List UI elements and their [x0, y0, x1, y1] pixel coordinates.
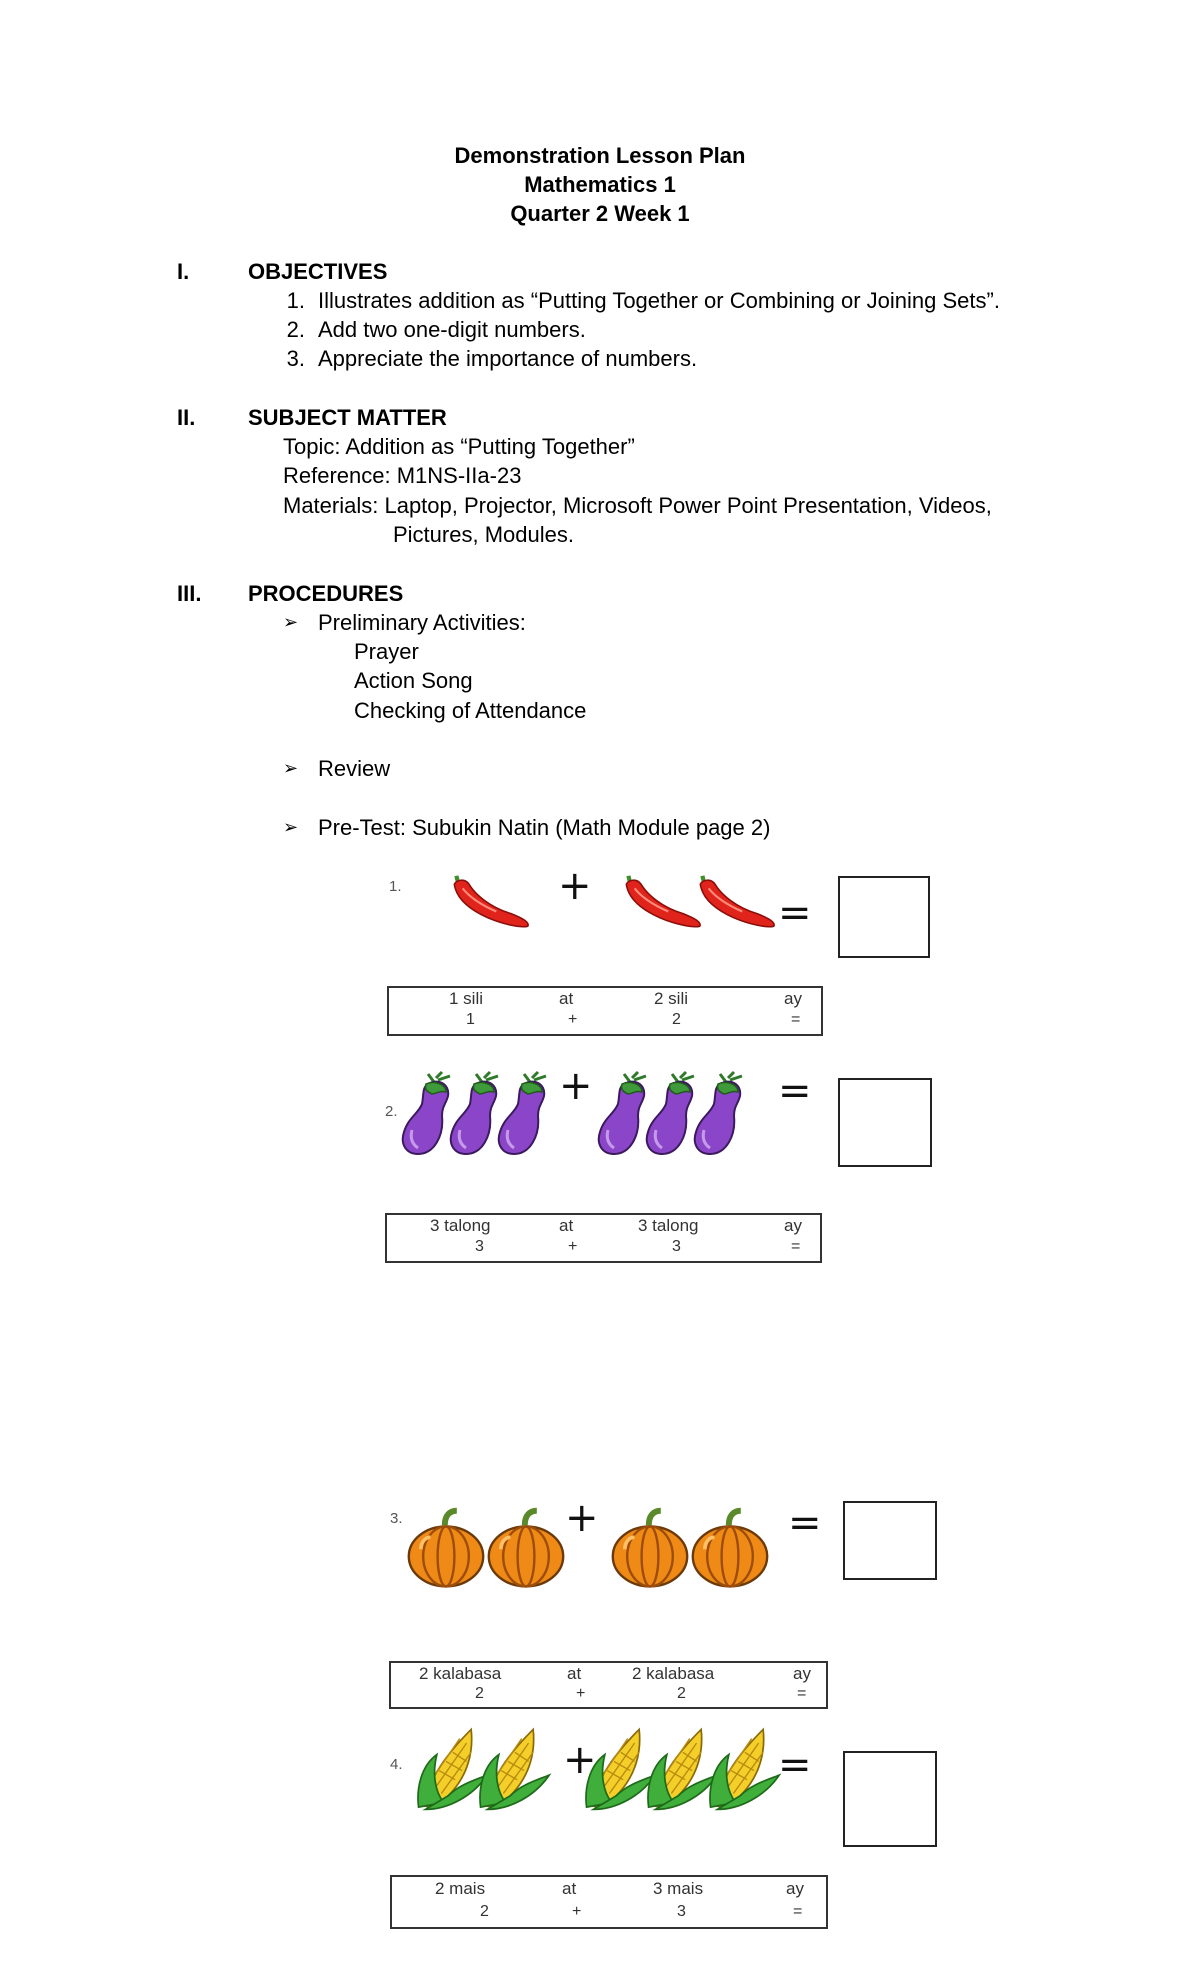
label-a: 3 talong [430, 1216, 491, 1235]
plus-sign: + [559, 1063, 593, 1109]
section-heading-subject-matter: SUBJECT MATTER [248, 405, 447, 430]
equation-table [387, 986, 823, 1036]
word-ay: ay [784, 1216, 802, 1235]
objective-number: 1. [286, 288, 305, 313]
equals-cell: = [793, 1903, 803, 1920]
number-a: 1 [466, 1011, 475, 1028]
eggplant-icon [494, 1068, 554, 1162]
section-numeral-procedures: III. [177, 581, 202, 606]
equals-sign: = [788, 1500, 822, 1546]
number-b: 3 [677, 1903, 686, 1920]
pumpkin-icon [484, 1506, 568, 1590]
plus-sign: + [565, 1495, 599, 1541]
exercise-1-figures [448, 863, 808, 940]
equals-sign: = [778, 890, 812, 936]
objective-text: Appreciate the importance of numbers. [318, 346, 698, 371]
plus-sign: + [563, 1737, 597, 1783]
equals-cell: = [797, 1685, 807, 1702]
topic-line: Topic: Addition as “Putting Together” [283, 434, 635, 459]
number-b: 2 [672, 1011, 681, 1028]
label-b: 2 kalabasa [632, 1664, 715, 1683]
chili-icon [620, 868, 704, 934]
equals-cell: = [791, 1011, 801, 1028]
plus-sign: + [558, 863, 592, 909]
word-ay: ay [786, 1879, 804, 1898]
document-period: Quarter 2 Week 1 [510, 201, 690, 226]
reference-line: Reference: M1NS-IIa-23 [283, 463, 522, 488]
answer-box[interactable] [838, 876, 930, 958]
label-a: 2 kalabasa [419, 1664, 502, 1683]
equation-table [389, 1661, 828, 1709]
document-title: Demonstration Lesson Plan [454, 143, 746, 168]
pumpkin-icon [404, 1506, 488, 1590]
materials-line: Materials: Laptop, Projector, Microsoft Power Point Presentation, Videos, [283, 493, 992, 518]
pumpkin-icon [608, 1506, 692, 1590]
number-a: 3 [475, 1238, 484, 1255]
operator: + [572, 1903, 582, 1920]
answer-box[interactable] [838, 1078, 932, 1167]
equation-table [390, 1875, 828, 1929]
word-at: at [567, 1664, 582, 1683]
operator: + [568, 1238, 578, 1255]
pretest-item: Pre-Test: Subukin Natin (Math Module page 2) [318, 815, 771, 840]
number-a: 2 [480, 1903, 489, 1920]
exercise-4-figures [414, 1716, 798, 1812]
preliminary-activities: Preliminary Activities: [318, 610, 526, 635]
equals-sign: = [778, 1742, 812, 1788]
number-a: 2 [475, 1685, 484, 1702]
equals-sign: = [778, 1068, 812, 1114]
label-a: 1 sili [449, 989, 484, 1008]
activity-item: Prayer [354, 639, 419, 664]
exercise-number: 1. [389, 878, 402, 895]
operator: + [568, 1011, 578, 1028]
activity-item: Checking of Attendance [354, 698, 587, 723]
answer-box[interactable] [843, 1501, 937, 1580]
word-ay: ay [784, 989, 802, 1008]
materials-continued: Pictures, Modules. [393, 522, 574, 547]
section-numeral-subject-matter: II. [177, 405, 196, 430]
word-at: at [559, 1216, 574, 1235]
word-ay: ay [793, 1664, 811, 1683]
label-a: 2 mais [435, 1879, 486, 1898]
activity-item: Action Song [354, 668, 473, 693]
answer-box[interactable] [843, 1751, 937, 1847]
chili-icon [448, 868, 532, 934]
section-numeral-objectives: I. [177, 259, 190, 284]
operator: + [576, 1685, 586, 1702]
bullet-arrow-icon: ➢ [283, 817, 299, 837]
label-b: 3 mais [653, 1879, 704, 1898]
objective-number: 3. [286, 346, 305, 371]
eggplant-icon [690, 1068, 750, 1162]
exercise-number: 3. [390, 1510, 403, 1527]
equation-table [385, 1213, 822, 1263]
number-b: 3 [672, 1238, 681, 1255]
label-b: 3 talong [638, 1216, 699, 1235]
number-b: 2 [677, 1685, 686, 1702]
exercise-number: 2. [385, 1103, 398, 1120]
section-heading-objectives: OBJECTIVES [248, 259, 388, 284]
objective-text: Add two one-digit numbers. [318, 317, 586, 342]
label-b: 2 sili [654, 989, 689, 1008]
exercise-number: 4. [390, 1756, 403, 1773]
corn-icon [476, 1720, 556, 1812]
word-at: at [562, 1879, 577, 1898]
review-item: Review [318, 756, 391, 781]
bullet-arrow-icon: ➢ [283, 758, 299, 778]
equals-cell: = [791, 1238, 801, 1255]
objective-text: Illustrates addition as “Putting Together or Combining or Joining Sets”. [318, 288, 1000, 313]
section-heading-procedures: PROCEDURES [248, 581, 404, 606]
pumpkin-icon [688, 1506, 772, 1590]
bullet-arrow-icon: ➢ [283, 612, 299, 632]
document-subject: Mathematics 1 [524, 172, 676, 197]
chili-icon [694, 868, 778, 934]
corn-icon [706, 1720, 786, 1812]
word-at: at [559, 989, 574, 1008]
objective-number: 2. [286, 317, 305, 342]
